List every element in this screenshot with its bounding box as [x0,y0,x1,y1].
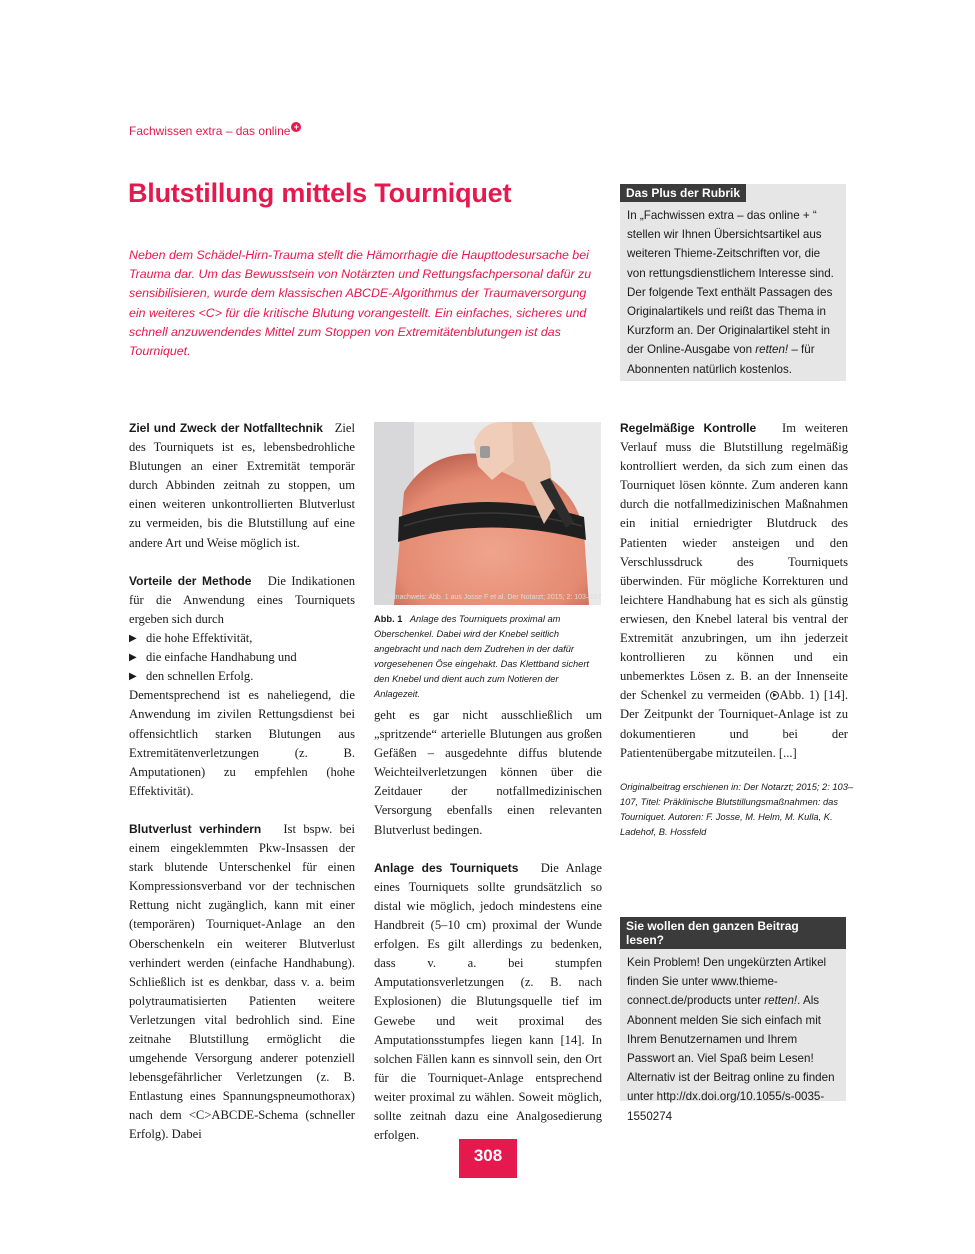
advantages-list [129,629,355,686]
figure-ref[interactable]: Abb. 1 [779,688,816,703]
plus-box-heading: Das Plus der Rubrik [620,184,746,202]
read-more-text: Kein Problem! Den ungekürzten Artikel finden Sie unter www.thieme-connect.de/products unter retten!. Als Abonnent melden Sie sich einfach mit Ihrem Benutzernamen und Ihrem Passwort an. Viel Spaß beim Lesen! Alternativ ist der Beitrag online zu finden unter http://dx.doi.org/10.1055/s-0035-1550274 [627,956,835,1123]
read-more-heading: Sie wollen den ganzen Beitrag lesen? [620,917,846,949]
column-1 [129,419,355,1145]
plus-box [620,184,846,381]
advantages-conclusion: Dementsprechend ist es naheliegend, die Anwendung im zivilen Rettungsdienst bei offensichtlich starken Blutungen aus Extremitätenverletzungen (z. B. Amputationen) zu empfehlen (hohe Effektivität). [129,688,355,798]
figure-credit: Bildnachweis: Abb. 1 aus Josse F et al. Der Notarzt; 2015; 2: 103–107 [384,594,602,601]
read-more-box [620,917,846,1123]
list-item: ▶ die hohe Effektivität, [129,629,355,648]
rubric-text: Fachwissen extra – das online [129,124,291,138]
list-item: ▶ den schnellen Erfolg. [129,667,355,686]
figure-caption: Abb. 1 Anlage des Tourniquets proximal am Oberschenkel. Dabei wird der Knebel seitlich angebracht und nach dem Zudrehen in der dafür vorgesehenen Öse eingehakt. Das Klettband sichert den Knebel und dient auch zum Notieren der Anlagezeit. [374,614,589,699]
section-advantages: Vorteile der Methode Die Indikationen für die Anwendung eines Tourniquets ergeben sich durch [129,573,355,626]
section-goal: Ziel und Zweck der Notfalltechnik Ziel des Tourniquets ist es, lebensbedrohliche Blutungen an einer Extremität temporär durch Abbinden zeitnah zu stoppen, um einen weiteren unkontrollierten Blutverlust zu vermeiden, bis die Blutstillung auf eine andere Art und Weise möglich ist. [129,421,356,550]
article-title: Blutstillung mittels Tourniquet [128,178,512,208]
plus-box-text: In „Fachwissen extra – das online + “ stellen wir Ihnen Übersichtsartikel aus weiteren Thieme-Zeitschriften vor, die von rettungsdienstlichem Interesse sind. Der folgende Text enthält Passagen des Originalartikels und reißt das Thema in Kurzform an. Der Originalartikel steht in der Online-Ausgabe von retten! – für Abonnenten natürlich kostenlos. [627,209,834,376]
list-item: ▶ die einfache Handhabung und [129,648,355,667]
article-lead: Neben dem Schädel-Hirn-Trauma stellt die Hämorrhagie die Haupttodesursache bei Trauma dar. Um das Bewusstsein von Notärzten und Rettungsfachpersonal dafür zu sensibilisieren, wurde dem klassischen ABCDE-Algorithmus der Traumaversorgung ein weiteres <C> für die kritische Blutung vorangestellt. Ein einfaches, sicheres und schnell anzuwendendes Mittel zum Stoppen von Extremitätenblutungen ist das Tourniquet. [129,248,592,359]
column-2 [374,706,602,1145]
column-3 [620,419,848,763]
section-control: Regelmäßige Kontrolle Im weiteren Verlauf muss die Blutstillung regelmäßig kontrolliert werden, da sich zum einen das Tourniquet lösen könnte. Zum anderen kann durch die notfallmedizinischen Maßnahmen ein initial erniedrigter Blutdruck des Patienten wieder ansteigen und den Verschlussdruck des Tourniquets überwinden. Für mögliche Korrekturen und leichtere Handhabung hat es sich als günstig erwiesen, den Knebel lateral bis ventral der Extremität anzubringen, um ihn jederzeit kontrollieren zu können und ein unbemerktes Lösen z. B. an der Innenseite der Schenkel zu vermeiden ( Abb. 1) [14]. Der Zeitpunkt der Tourniquet-Anlage ist zu dokumentieren und bei der Patientenübergabe mitzuteilen. [...] [620,421,849,760]
plus-icon: + [291,122,301,132]
figure-photo [374,422,601,605]
bullet-triangle-icon: ▶ [129,652,137,664]
bullet-triangle-icon: ▶ [129,633,137,645]
page-number: 308 [459,1139,517,1178]
bullet-triangle-icon: ▶ [129,671,137,683]
bloodloss-continued: geht es gar nicht ausschließlich um „spritzende“ arterielle Blutungen aus großen Gefäßen – ausgedehnte diffus blutende Weichteilverletzungen können über die Zeitdauer der notfallmedizinischen Versorgung ebenfalls einen relevanten Blutverlust bedingen. [374,708,602,837]
figure-ref-icon [770,691,779,700]
rubric-line [129,124,301,138]
section-application: Anlage des Tourniquets Die Anlage eines Tourniquets sollte grundsätzlich so distal wie möglich, jedoch mindestens eine Handbreit (5–10 cm) proximal der Wunde erfolgen. Es gilt allerdings zu bedenken, dass v. a. bei stumpfen Amputationsverletzungen (z. B. nach Explosionen) die Blutungsquelle tief im Gewebe und weit proximal des Amputationsstumpfes liegen kann [14]. In solchen Fällen kann es sinnvoll sein, den Ort für die Tourniquet-Anlage entsprechend weiter proximal zu wählen. Soweit möglich, sollte zeitnah dazu eine Analgosedierung erfolgen. [374,860,602,1143]
original-source-note: Originalbeitrag erschienen in: Der Notarzt; 2015; 2: 103–107, Titel: Präklinische Blutstillungsmaßnahmen: das Tourniquet. Autoren: F. Josse, M. Helm, M. Kulla, K. Ladehof, B. Hossfeld [620,782,854,837]
section-bloodloss: Blutverlust verhindern Ist bspw. bei einem eingeklemmten Pkw-Insassen der stark blutende Unterschenkel für einen Kompressionsverband vor der technischen Rettung nicht zugänglich, kann mit einer (temporären) Tourniquet-Anlage an den Oberschenkeln ein weiterer Blutverlust verhindert werden (einfache Handhabung). Schließlich ist es denkbar, dass v. a. beim polytraumatisierten Patienten weitere Verletzungen vital bedrohlich sind. Eine zeitnahe Blutstillung ermöglicht die umgehende Versorgung anderer potenziell lebensgefährlicher Verletzungen (z. B. Entlastung eines Spannungspneumothorax) nach dem <C>ABCDE-Schema (schneller Erfolg). Dabei [129,821,355,1142]
